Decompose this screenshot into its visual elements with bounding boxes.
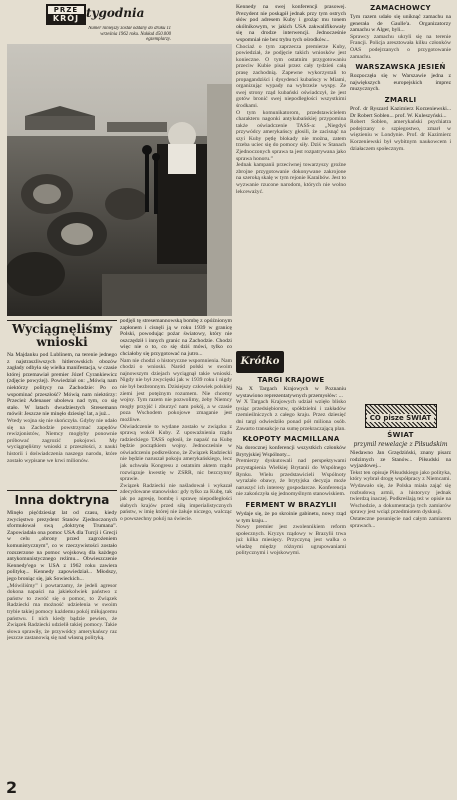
article-body: Kennedy na swej konferencji prasowej. Prezydent nie poskąpił jednak przy tym ostrych słów pod adresem Kuby i grożąc mu tonem okólnikowym, w jakich USA zakwalifikowały się na drodze interwencji. Jednocześnie wspomniał nie bez trybu tych ośrodków... bbox=[236, 4, 346, 43]
sidebar-krotko bbox=[236, 351, 346, 776]
article-body-cont: Wtedy wojna się nie skończyła. Gdyby nie udało się na Zachodzie powstrzymać zapędów rewizjonistów, Niemcy mogłyby ponownie próbować zagrozić pokojowi. My wyciągnęliśmy wnioski z przeszłości, z nauki historii i doświadczenia naszego narodu, które zostało wypisane we krwi milionów. bbox=[7, 417, 117, 464]
logo-top: PRZE bbox=[53, 6, 79, 14]
co-pisze-swiat-logo-text: CO pisze ŚWIAT bbox=[367, 414, 434, 422]
divider bbox=[7, 490, 117, 491]
article-body-cont: Chociaż o tym zaprzecza premierze Kuby, powiedział, że podjęcie takich wniosków jest konieczne. O tym ostatnim przygotowaniu przeciw Kubie pisał przez cały tydzień całą prasę zachodnią. Zapewne wykorzystali to propagandziści i dysydenci kubańscy w Miami, organizując wypady na wybrzeże wyspy. Ze swej strony rząd kubański oświadczył, że jest gotów bronić swej niepodległości wszystkimi środkami. bbox=[236, 43, 346, 109]
masthead-title: tygodnia bbox=[86, 6, 145, 20]
section-body-cont: Premierzy dyskutowali nad perspektywami przystąpienia Wielkiej Brytanii do Wspólnego Rynku. Wielu przedstawicieli Wspólnoty wyrażało obawy, że brytyjska decyzja może naruszyć ich interesy gospodarcze. Konferencja nie zakończyła się jednomyślnym stanowiskiem. bbox=[236, 458, 346, 498]
logo-bottom: KRÓJ bbox=[48, 14, 84, 23]
article-body: podjęli tę stresemannowską bombę z opóźnionym zapłonem i cisnęli ją w roku 1939 w granicę Polski, powodując pożar światowy, który nie oszczędził i innych granic na Zachodzie. Chodzi więc nie o to, co się dziś mówi, tylko co chciałoby się przygotować na jutro... bbox=[120, 318, 232, 357]
section-body: Tym razem udało się uniknąć zamachu na generała de Gaulle'a. Organizatorzy zamachu w Alger, byli... bbox=[350, 14, 451, 34]
section-title: TARGI KRAJOWE bbox=[257, 376, 325, 384]
section-body: Wydaje się, że po skroinie gabinetu, nowy rząd w tym kraju... bbox=[236, 510, 346, 524]
section-title: ZMARLI bbox=[384, 95, 417, 104]
article-wnioski bbox=[7, 318, 117, 486]
article-body-cont: Nam nie chodzi o historyczne wspomnienia. Nam chodzi o wnioski. Naród polski w swoim najnowszym dziejach wyciągnął takie wnioski. Nigdy nie był zwycięski jak w 1939 roku i nigdy nie był bezbronnym. Dzisiejszy człowiek polskiej ziemi jest potężnym rozumem. Nie chcemy wojny. Tym razem nie pozwolimy, żeby Niemcy mogły przyjść i zburzyć nam pokój, a w czasie poza Wschodem pokojowe zmaganie jest możliwe. bbox=[120, 357, 232, 423]
section-body-cont: Tekst ten opisuje Piłsudskiego jako polityka, który wybrał drogę współpracy z Niemcami. Wydawało się, że Polska miała zająć się rozbudową armii, a historycy jednak twierdzą inaczej. Podkreślają też w opisie na Wschodzie, a dokumentacja tych zamiarów sprawy jest wciąż przedmiotem dyskusji. bbox=[350, 469, 451, 516]
section-title: KŁOPOTY MACMILLANA bbox=[242, 435, 340, 444]
article-title: Wyciągnęliśmy wnioski bbox=[11, 322, 113, 349]
article-body-cont: „Mówiliśmy” i powtarzamy, że jedeli agresor dokona napaści na jakiekolwiek państwo z państw to zwróć się o pomoc, to Związek Radziecki ma możność udzielenia w swoim trybie takiej pomocy każdemu pokój miłującemu państwu. I nich kiedy bądzie pewien, że Związek Radziecki udzielił takiej pomocy. Takie słowa sprawiły, że przywódcy amerykańscy raz jeszcze zastanowią się nad własną polityką. bbox=[7, 582, 117, 642]
article-kennedy bbox=[236, 4, 346, 349]
article-body-cont-3: Jednak kampanii przeciwnej towarzyszy groźne zbrojne przygotowanie dokonywane zakrojone na szeroką skalę w tym rejonie Karaibów. Jest to wyzwanie rzucone narodom, których nie wolno lekceważyć. bbox=[236, 162, 346, 195]
article-inna-doktryna bbox=[7, 488, 117, 780]
article-body-cont-2: O tym komunikatorom, przedstawicielem charakteru nagonki antykubańskiej przypomina także oświadczenie TASS-a: „Niegdyś przywódcy amerykańscy głosili, że zacisnąć na szyi Kuby pętlę blokady nie można, zatem trzeba uciec się do pomocy siły. Dziś w Stanach Zjednoczonych sprawa ta jest rozpatrywana jako sprawa honoru.” bbox=[236, 109, 346, 162]
section-body-cont-2: Ostateczne posunięcie nad całym zamiarem sprawach... bbox=[350, 515, 451, 529]
masthead-logo bbox=[46, 4, 86, 25]
issue-note-text: Numer niniejszy został oddany do druku 11 września 1962 roku. Nakład 450.000 egzemplarzy. bbox=[88, 26, 171, 43]
section-body: Na X Targach Krajowych w Poznaniu wystawiono reprezentatywnych przemysłów: ... bbox=[236, 386, 346, 399]
krotko-logo-text: Krótko bbox=[240, 356, 280, 367]
krotko-logo bbox=[236, 351, 284, 373]
section-title: ŚWIAT bbox=[387, 431, 414, 439]
section-title: WARSZAWSKA JESIEŃ bbox=[355, 63, 446, 72]
photo-manifestation bbox=[7, 44, 232, 316]
subhead: przymil rewelacje z Piłsudskim bbox=[353, 441, 448, 448]
section-body-cont: Robert Soblen, amerykański psychiatra podejrzany o szpiegostwo, zmarł w więzieniu w Londynie. Prof. dr Kazimierz Korzeniewski był wybitnym naukowcem i działaczem społecznym. bbox=[350, 119, 451, 152]
right-column bbox=[350, 4, 451, 402]
section-body-cont: Nowy premier jest zwolennikiem reform społecznych. Kryzys rządowy w Brazylii trwa już kilka miesięcy. Przyczyną jest walka o władzę między różnymi ugrupowaniami politycznymi i wojskowymi. bbox=[236, 524, 346, 557]
article-body: Minęło pięćdziesiąt lat od czasu, kiedy zwycięstwo prezydent Stanów Zjednoczonych sformułował swą „doktrynę Trumana”. Zapowiadała ona pomoc USA dla Turcji i Grecji w celu „obrony przed zagrożeniem komunistycznym”, co w rzeczywistości zostało rozszerzone na pomoc wojskową dla każdego antykomunistycznego reżimu... Obwieszczenie Kennedy'ego w USA z 1962 roku zawiera politykę... Kennedy zapowiedział... Młodszy, jego broniąc się, jak Sowieckich... bbox=[7, 510, 117, 582]
article-middle bbox=[120, 318, 232, 778]
section-body-cont: Sprawcy zamachu ukryli się na terenie Francji. Policja aresztowała kilku członków OAS podejrzanych o przygotowanie zamachu. bbox=[350, 33, 451, 60]
page-number: 2 bbox=[6, 778, 18, 797]
article-body-cont-2: Oświadczenie to wydane zostało w związku z sprawą wokół Kuby. Z upoważnienia rządu radzieckiego TASS ogłosił, że napaść na Kubę będzie początkiem wojny. Jednocześnie w oświadczeniu podkreślono, że Związek Radziecki nie będzie naruszał pokoju amerykańskiego, lecz jak uchwała Kongresu z ostatnim aktem rządu rozwiązuje kwestię w ZSRR, nic bezczynny sprawie. bbox=[120, 423, 232, 483]
section-body: Niedawno Jan Grzędziński, znany pisarz rodzimych ze Stanów... Piłsudski na wyjazdowej... bbox=[350, 450, 451, 470]
section-body: Prof. dr Ryszard Kazimierz Korzeniewski... Dr Robert Soblen... prof. W. Kuleszyński... bbox=[350, 105, 451, 119]
section-body: Na dorocznej konferencji wszystkich członków Brytyjskiej Wspólnoty... bbox=[236, 445, 346, 458]
main-photo bbox=[7, 44, 232, 316]
section-title: FERMENT W BRAZYLII bbox=[245, 500, 337, 509]
divider bbox=[7, 320, 117, 321]
co-pisze-swiat-logo bbox=[365, 404, 437, 428]
co-pisze-swiat bbox=[350, 404, 451, 778]
article-body-cont-3: Związek Radziecki nie naśladował i wykazał zdecydowane stanowisko: gdy tylko za Kubę, tak jak po agresję, bombę i sprawę niepodległości słabych krajów przed siłą imperialistycznych państw, w imię której nie żałuje niczego, walcząc o powszechny pokój na świecie. bbox=[120, 482, 232, 522]
section-body-cont: W X Targach Krajowych udział wzięło blisko tysiąc przedsiębiorstw, spółdzielni i zakładów rzemieślniczych z całego kraju. Przez dziesięć dni targi odwiedziło ponad pół miliona osób. Zawarto transakcje na sumę przekraczającą plan. bbox=[236, 399, 346, 432]
masthead bbox=[46, 4, 176, 26]
section-body: Rozpoczęła się w Warszawie jedna z największych europejskich imprez muzycznych. bbox=[350, 73, 451, 93]
article-title: Inna doktryna bbox=[14, 493, 110, 507]
section-title: ZAMACHOWCY bbox=[370, 4, 431, 12]
article-body: Na Majdanku pod Lublinem, na terenie jednego z najstraszliwszych hitlerowskich obozów zagłady odbyła się wielka manifestacja, w czasie której przemawiał premier Józef Cyrankiewicz (zdjęcie powyżej). Powiedział on: „Mówią nam niektórzy politycy na Zachodzie: Po co wspominać przeszłość? Mówią nam niektórzy: Przecież Adenauer ubolewa nad tym, co się stało. W latach dwudziestych Stresemann mówił: Jeszcze nie minęło dziesięć lat, a już... bbox=[7, 352, 117, 418]
